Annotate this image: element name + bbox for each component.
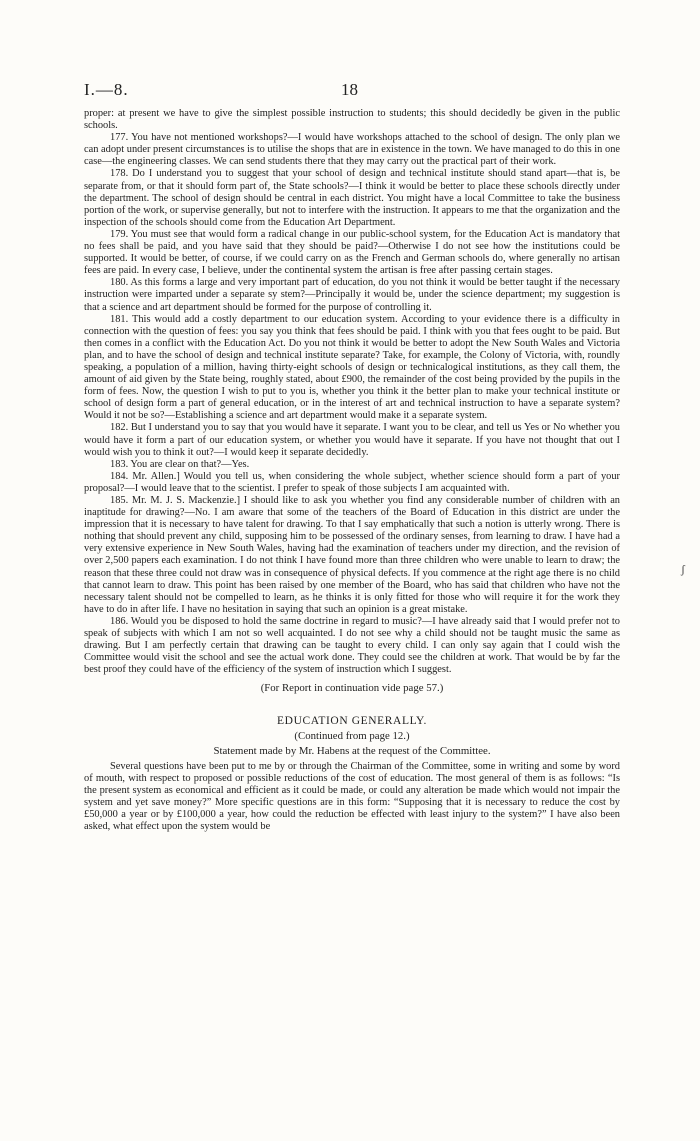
statement-heading: Statement made by Mr. Habens at the request of the Committee. [213, 744, 491, 757]
paragraph: proper: at present we have to give the simplest possible instruction to students; this should decidedly be given in the public schools. [84, 108, 620, 132]
paragraph: 182. But I understand you to say that you would have it separate. I want you to be clear, and tell us Yes or No whether you would have it form a part of our education system, or whether you would have it separate. If you have not thought that out I would wish you to think it out?—I would keep it separate decidedly. [84, 422, 620, 458]
document-reference: I.—8. [84, 80, 129, 99]
page-number: 18 [341, 80, 358, 99]
paragraph: 181. This would add a costly department to our education system. According to your evidence there is a difficulty in connection with the question of fees: you say you think that fees should be paid. I think with you that fees ought to be paid. But then comes in a conflict with the Education Act. Do you not think it would be better to adopt the New South Wales and Victoria plan, and to have the school of design and technical institute separate? Take, for example, the Colony of Victoria, with, roundly speaking, a population of a million, having thirty-eight schools of design or technicalogical institutions, as they call them, the amount of aid given by the State being, roughly stated, about £900, the remainder of the cost being provided by the pupils in the form of fees. Now, the question I wish to put to you is, whether you think it the better plan to make your technical institute or school of design form a part of general education, or in the interest of art and technical instruction to have a separate system? Would it not be so?—Establishing a science and art department would make it a separate system. [84, 313, 620, 422]
paragraph: 178. Do I understand you to suggest that your school of design and technical institute should stand apart—that is, be separate from, or that it should form part of, the State schools?—I think it would be better to place these schools directly under the department. The school of design should be central in each district. You might have a local Committee to take the business portion of the work, or supervise generally, but not to interfere with the instruction. It appears to me that the organization and the inspection of the schools should come from the Education Art Department. [84, 168, 620, 228]
paragraph: 185. Mr. M. J. S. Mackenzie.] I should like to ask you whether you find any considerable number of children with an inaptitude for drawing?—No. I am aware that some of the teachers of the Board of Education in this district are under the impression that it is necessary to have talent for drawing. To that I say emphatically that such a notion is utterly wrong. There is nothing that should prevent any child, supposing him to be possessed of the ordinary senses, from learning to draw. I have had a very extensive experience in New South Wales, having had the examination of teachers under my direction, and the revision of over 2,500 papers each examination. I do not think I have found more than three children who were unable to learn to draw; the reason that these three could not draw was in consequence of physical defects. If you commence at the right age there is no child that cannot learn to draw. This point has been raised by one member of the Board, who has said that children who have not the necessary talent should not be compelled to learn, as he thinks it is only fitted for those who will require it for the work they have to do in after life. I have no hesitation in saying that such an opinion is a great mistake. [84, 495, 620, 615]
section-title: EDUCATION GENERALLY. [277, 714, 427, 727]
paragraph: 180. As this forms a large and very important part of education, do you not think it would be better taught if the necessary instruction were imparted under a separate sy stem?—Principally it would be, under the science department; my suggestion is that a science and art department should be formed for the purpose of controlling it. [84, 277, 620, 313]
paragraph: 186. Would you be disposed to hold the same doctrine in regard to music?—I have already said that I would prefer not to speak of subjects with which I am not so well acquainted. I do not see why a child should not be taught music the same as drawing. But I am perfectly certain that drawing can be taught to every child. I can only say again that I could wish the Committee would visit the school and see the actual work done. They could see the children at work. That would be by far the best proof they could have of the efficiency of the system of instruction which I suggest. [84, 615, 620, 676]
paragraph: 184. Mr. Allen.] Would you tell us, when considering the whole subject, whether science should form a part of your proposal?—I would leave that to the scientist. I prefer to speak of those subjects I am acquainted with. [84, 470, 620, 494]
paragraph: 183. You are clear on that?—Yes. [110, 458, 250, 470]
continuation-note: (For Report in continuation vide page 57.) [260, 682, 444, 695]
margin-mark: ʃ [681, 562, 685, 576]
section-subtitle: (Continued from page 12.) [294, 729, 410, 742]
paragraph: 179. You must see that would form a radical change in our public-school system, for the Education Act is mandatory that no fees shall be paid, and you have said that they should be paid?—Otherwise I do not see how the institutions could be supported. It would be better, of course, if we could carry on as the French and German schools do, where generally no artisan fees are paid. In every case, I believe, under the continental system the artisan is free after passing certain stages. [84, 228, 620, 277]
section-opening-paragraph: Several questions have been put to me by or through the Chairman of the Committee, some in writing and some by word of mouth, with respect to proposed or possible reductions of the cost of education. The most general of them is as follows: “Is the present system as economical and efficient as it could be made, or could any alteration be made which would not impair the system and yet save money?” More specific questions are in this form: “Supposing that it is necessary to reduce the cost by £50,000 a year or by £100,000 a year, how could the reduction be effected with least injury to the system?” I have also been asked, what effect upon the system would be [84, 760, 620, 833]
page-body [84, 108, 620, 833]
paragraph: 177. You have not mentioned workshops?—I would have workshops attached to the school of design. The only plan we can adopt under present circumstances is to utilise the shops that are in existence in the town. We have managed to do this in one case—the engineering classes. We can send students there that they may carry out the practical part of their work. [84, 132, 620, 168]
